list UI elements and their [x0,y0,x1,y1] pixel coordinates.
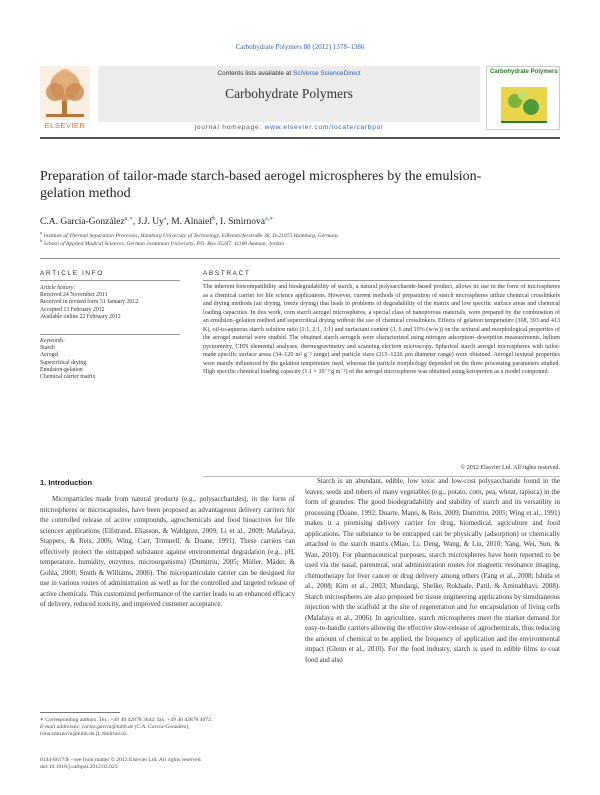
abstract-text: The inherent biocompatibility and biodegradability of starch, a natural polysaccharide-based product, allows its use in the form of microspheres as a chemical carrier for life science applications. However, current methods of preparation of starch microspheres utilize chemical crosslinkers and drying methods (air drying, freeze drying) that leads to problems of degradability of the matrix and low specific surface areas and chemical loading capacities. In this work, corn starch aerogel microspheres, a special class of nanoporous materials, were prepared by the combination of an emulsion–gelation method and supercritical drying without the use of chemical crosslinkers. Effects of gelation temperature (368, 393 and 413 K), oil-to-aqueous starch solution ratio (1:1, 2:1, 3:1) and surfactant content (3, 6 and 10% (w/w)) on the textural and morphological properties of the aerogel material were studied. The obtained starch aerogels were characterized using nitrogen adsorption–desorption measurements, helium pycnometry, CHN elemental analyses, thermogravimetry and scanning electron microscopy. Spherical starch aerogel microspheres with tailor-made specific surface areas (34–120 m² g⁻¹ range) and particle sizes (215–1226 µm diameter range) were obtained. Aerogel textural properties were mainly influenced by the gelation temperature used, whereas the particle morphology depended on the three processing parameters studied. High specific chemical loading capacity (1.1 × 10⁻³ g m⁻²) of the aerogel microspheres was obtained using ketoprofen as a model compound. [203,284,560,376]
keyword: Aerogel [40,352,59,359]
elsevier-tree-icon [40,66,90,120]
doi-link[interactable]: doi:10.1016/j.carbpol.2012.02.023 [40,764,118,770]
section-divider [40,258,560,259]
history-item: Received in revised form 31 January 2012 [40,299,139,306]
article-info-heading: ARTICLE INFO [40,270,104,277]
elsevier-logo [40,66,90,130]
author-name: J.J. Uy [137,217,164,228]
article-title: Preparation of tailor-made starch-based aerogel microspheres by the emulsion-gelation method [40,169,482,201]
homepage-link[interactable]: www.elsevier.com/locate/carbpol [264,124,384,131]
info-divider [40,334,180,335]
affiliation-text: Institute of Thermal Separation Processes, Hamburg University of Technology, Eißendorferstraße 38, D-21073 Hamburg, Germany [43,232,339,239]
footnote-email[interactable]: E-mail addresses: carlos.garcia@tuhh.de (C.A. García-González), [40,724,190,730]
cover-image-icon [487,67,559,129]
sciencedirect-link[interactable]: SciVerse ScienceDirect [292,70,361,77]
article-history [40,285,170,321]
author-name: M. Alnaief [171,217,213,228]
keywords-label: Keywords: [40,338,65,344]
journal-reference[interactable]: Carbohydrate Polymers 88 (2012) 1378–1386 [235,43,365,51]
history-item: Received 24 November 2011 [40,292,108,299]
author-affil-marker[interactable]: a,∗ [265,216,274,222]
footnote-divider [40,712,120,713]
journal-name: Carbohydrate Polymers [225,86,353,101]
issn-doi [40,757,295,771]
author-name: C.A. García-González [40,217,125,228]
history-item: Accepted 13 February 2012 [40,306,105,313]
publisher-name: ELSEVIER [44,121,86,130]
keyword: Chemical carrier matrix [40,374,96,381]
author-affil-marker[interactable]: a,∗ [124,216,133,222]
copyright-notice: © 2012 Elsevier Ltd. All rights reserved. [460,465,560,471]
history-label: Article history: [40,285,76,291]
history-item: Available online 22 February 2012 [40,313,121,320]
abstract-heading: ABSTRACT [203,270,251,277]
keyword: Supercritical drying [40,359,87,366]
contents-prefix: Contents lists available at [217,70,293,77]
affiliation-marker: a [40,230,43,235]
cover-title: Carbohydrate Polymers [490,69,558,75]
keywords [40,338,170,381]
author-affil-marker[interactable]: b [212,216,216,222]
header-divider [40,137,560,139]
author-list: C.A. García-González$^{a,∗}$, J.J. Uy$^a$, M. Alnaief$^b$, I. Smirnova$^{a,∗}$ [40,216,274,228]
article-info-rule [40,280,180,281]
journal-homepage [98,124,480,131]
issn-line: 0144-8617/$ – see front matter © 2012 Elsevier Ltd. All rights reserved. [40,757,202,763]
intro-heading: 1. Introduction [40,478,93,487]
journal-masthead [98,66,480,122]
affiliation [40,237,560,248]
affiliation-marker: b [40,238,43,243]
corresponding-footnote [40,717,295,738]
affiliation-text: School of Applied Medical Sciences, German Jordanian University, P.O. Box 35247, 11180 Amman, Jordan [43,240,284,247]
abstract-rule [203,280,560,281]
contents-line [98,70,480,77]
keyword: Starch [40,345,55,352]
homepage-prefix: journal homepage: [194,124,265,131]
journal-cover [486,66,560,130]
footnote-line: ∗ Corresponding authors. Tel.: +49 40 42878 3642; fax: +49 40 42878 4072. [40,717,213,723]
author-name: I. Smirnova [220,217,266,228]
intro-left-column: Microparticles made from natural products (e.g., polysaccharides), in the form of microspheres or microcapsules, have been proposed as advantageous delivery carriers for the controlled release of active compounds, agrochemicals and food bioactives for life sciences applications (Elfstrand, Eliasson, & Wahlgren, 2009; Li et al., 2009; Malafaya, Stappers, & Reis, 2006; Wing, Carr, Trimnell, & Doane, 1991). These carriers can effectively protect the entrapped substance against environmental degradation (e.g., pH, temperature, humidity, enzymes, microorganisms) (Dumitriu, 2005; Müller, Mäder, & Gohla, 2000; Smith & Williams, 2006). The microparticulate carrier can be designed for use in various routes of administration as well as for the controlled and targeted release of active chemicals. This customized performance of the carrier leads to an enhanced efficacy of delivery, reduced toxicity, and improved customer acceptance. [40,495,295,608]
intro-right-column: Starch is an abundant, edible, low toxic and low-cost polysaccharide found in the leaves, seeds and tubers of many vegetables (e.g., potato, corn, pea, wheat, tapioca) in the form of granules. The good biodegradability and stability of starch and its versatility in processing (Doane, 1992; Duarte, Mano, & Reis, 2009; Dumitriu, 2005; Wing et al., 1991) makes it a promising delivery carrier for drug, biomedical, agriculture and food applications. The substance to be entrapped can be physically (adsorption) or chemically attached to the starch matrix (Miao, Li, Deng, Wang, & Liu, 2010; Yang, Wei, Sun, & Wan, 2010). For pharmaceutical purposes, starch microspheres have been reported to be used via the nasal, parenteral, oral administration routes for magnetic resonance imaging, chemotherapy for liver cancer or drug delivery among others (Fang et al., 2008; Ishida et al., 2008; Kim et al., 2003; Mundargi, Shelke, Rokhade, Patil, & Aminabhavi, 2008). Starch microspheres are also proposed for tissue engineering applications by simultaneous injection with the scaffold at the site of regeneration and for encapsulation of living cells (Malafaya et al., 2006). In agriculture, starch microspheres meet the market demand for easy-to-handle carriers allowing the effective slow-release of agrochemicals, thus reducing the amount of chemical to be applied, the frequency of application and the environmental impact (Glenn et al., 2010). For the food industry, starch is used in edible films to coat food and also [305,477,560,664]
author-affil-marker[interactable]: a [163,216,167,222]
footnote-email[interactable]: irina.smirnova@tuhh.de (I. Smirnova). [40,731,128,737]
keyword: Emulsion-gelation [40,366,83,373]
